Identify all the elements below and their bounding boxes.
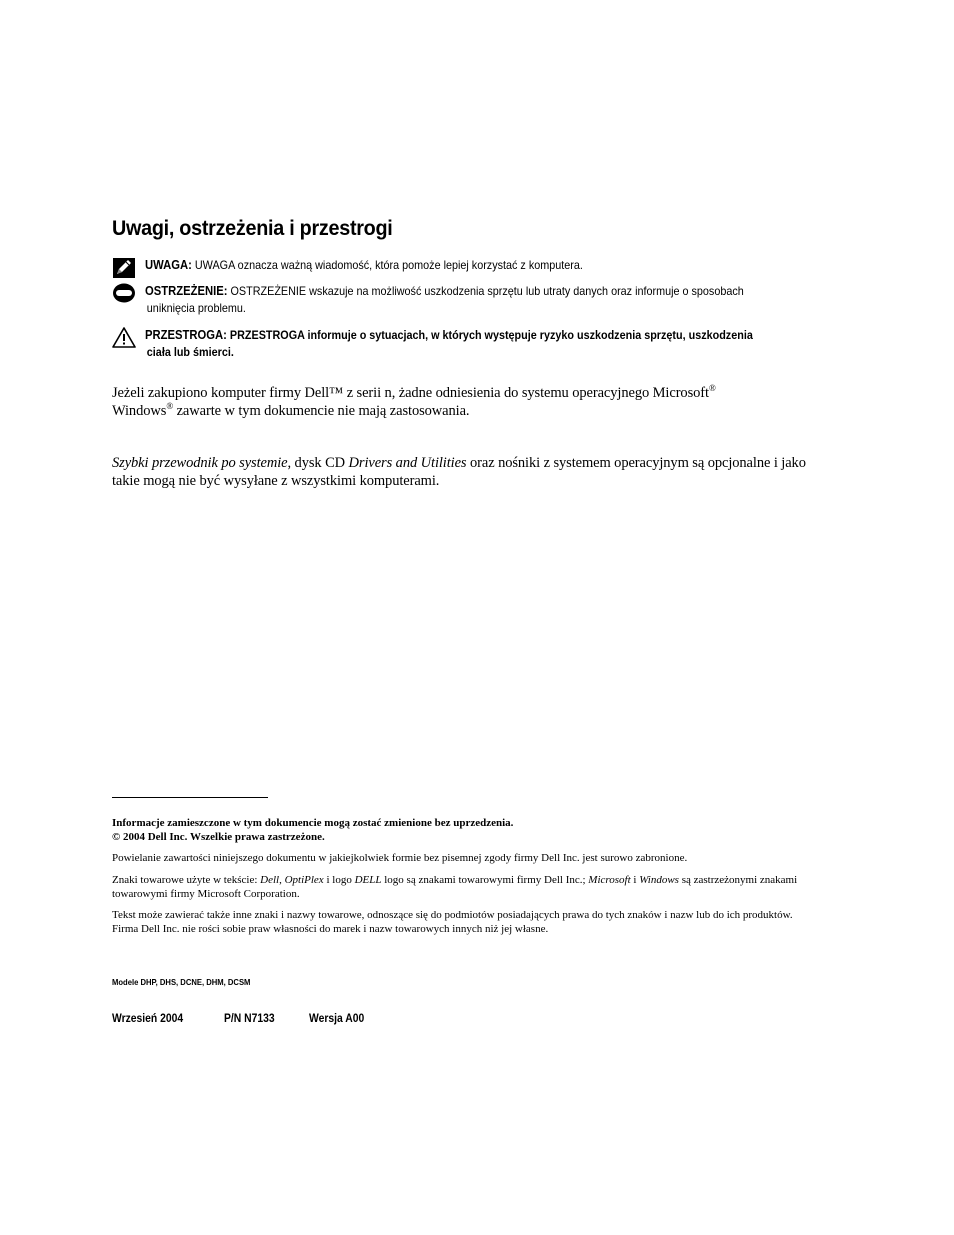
caution-body-line1: PRZESTROGA informuje o sytuacjach, w których występuje ryzyko uszkodzenia sprzętu, uszkodzenia [229,328,753,342]
note-body: UWAGA oznacza ważną wiadomość, która pomoże lepiej korzystać z komputera. [194,258,583,272]
caution-notice [112,327,812,361]
para1-text1: Jeżeli zakupiono komputer firmy Dell™ z serii n, żadne odniesienia do systemu operacyjnego Microsoft [112,385,709,401]
para1-text2: Windows [112,403,167,419]
para2-text1: , dysk CD [287,455,349,471]
para1-text3: zawarte w tym dokumencie nie mają zastosowania. [173,403,470,419]
reproduction-notice: Powielanie zawartości niniejszego dokumentu w jakiejkolwiek formie bez pisemnej zgody firmy Dell Inc. jest surowo zabronione. [112,852,688,864]
tm-suffix: są zastrzeżonymi znakami towarowymi firmy Microsoft Corporation. [112,874,798,900]
notice-text-block [145,283,838,317]
copyright-line: © 2004 Dell Inc. Wszelkie prawa zastrzeżone. [112,831,325,843]
info-block [112,816,812,844]
note-notice [112,257,812,274]
page-title: Uwagi, ostrzeżenia i przestrogi [112,216,393,240]
tm-dell-logo: DELL [354,874,382,886]
other-trademarks-notice: Tekst może zawierać także inne znaki i nazwy towarowe, odnoszące się do podmiotów posiadających prawa do tych znaków i nazw lub do ich produktów. Firma Dell Inc. nie rości sobie praw własności do marek i nazw towarowych innych niż jej własne. [112,909,793,935]
tm-prefix: Znaki towarowe użyte w tekście: [112,874,261,886]
footer-part-number: P/N N7133 [224,1013,275,1025]
tm-sep1: , [279,874,285,886]
models-line: Modele DHP, DHS, DCNE, DHM, DCSM [112,977,251,987]
footer-revision: Wersja A00 [309,1013,365,1025]
para1-sup2: ® [166,401,174,412]
notice-body-line2: uniknięcia problemu. [146,301,246,315]
notice-label: OSTRZEŻENIE: [145,284,228,298]
tm-dell: Dell [260,874,280,886]
trademarks-notice [112,873,812,901]
footer-date: Wrzesień 2004 [112,1013,184,1025]
paragraph-optional-media [112,454,832,490]
caution-text-block [145,327,838,361]
para2-italic1: Szybki przewodnik po systemie [112,455,288,471]
notice-body-line1: OSTRZEŻENIE wskazuje na możliwość uszkodzenia sprzętu lub utraty danych oraz informuje o sposobach [230,284,744,298]
tm-microsoft: Microsoft [588,874,631,886]
paragraph-microsoft [112,384,832,420]
para2-italic2: Drivers and Utilities [348,455,467,471]
footnote-divider [112,797,268,798]
tm-windows: Windows [639,874,679,886]
tm-sep2: i logo [323,874,355,886]
caution-label: PRZESTROGA: [145,328,227,342]
caution-triangle-icon [112,327,136,349]
caution-body-line2: ciała lub śmierci. [146,345,234,359]
para2-text2: oraz nośniki z systemem operacyjnym są opcjonalne i jako takie mogą nie być wysyłane z wszystkimi komputerami. [112,455,806,489]
notice-notice [112,283,812,317]
tm-sep4: i [630,874,640,886]
tm-optiplex: OptiPlex [284,874,324,886]
notice-hand-icon [112,283,136,305]
para1-sup1: ® [708,383,716,394]
note-label: UWAGA: [145,258,192,272]
tm-sep3: logo są znakami towarowymi firmy Dell Inc.; [381,874,589,886]
note-pencil-icon [112,257,136,279]
info-line1: Informacje zamieszczone w tym dokumencie mogą zostać zmienione bez uprzedzenia. [112,817,514,829]
note-text-block [145,257,838,274]
